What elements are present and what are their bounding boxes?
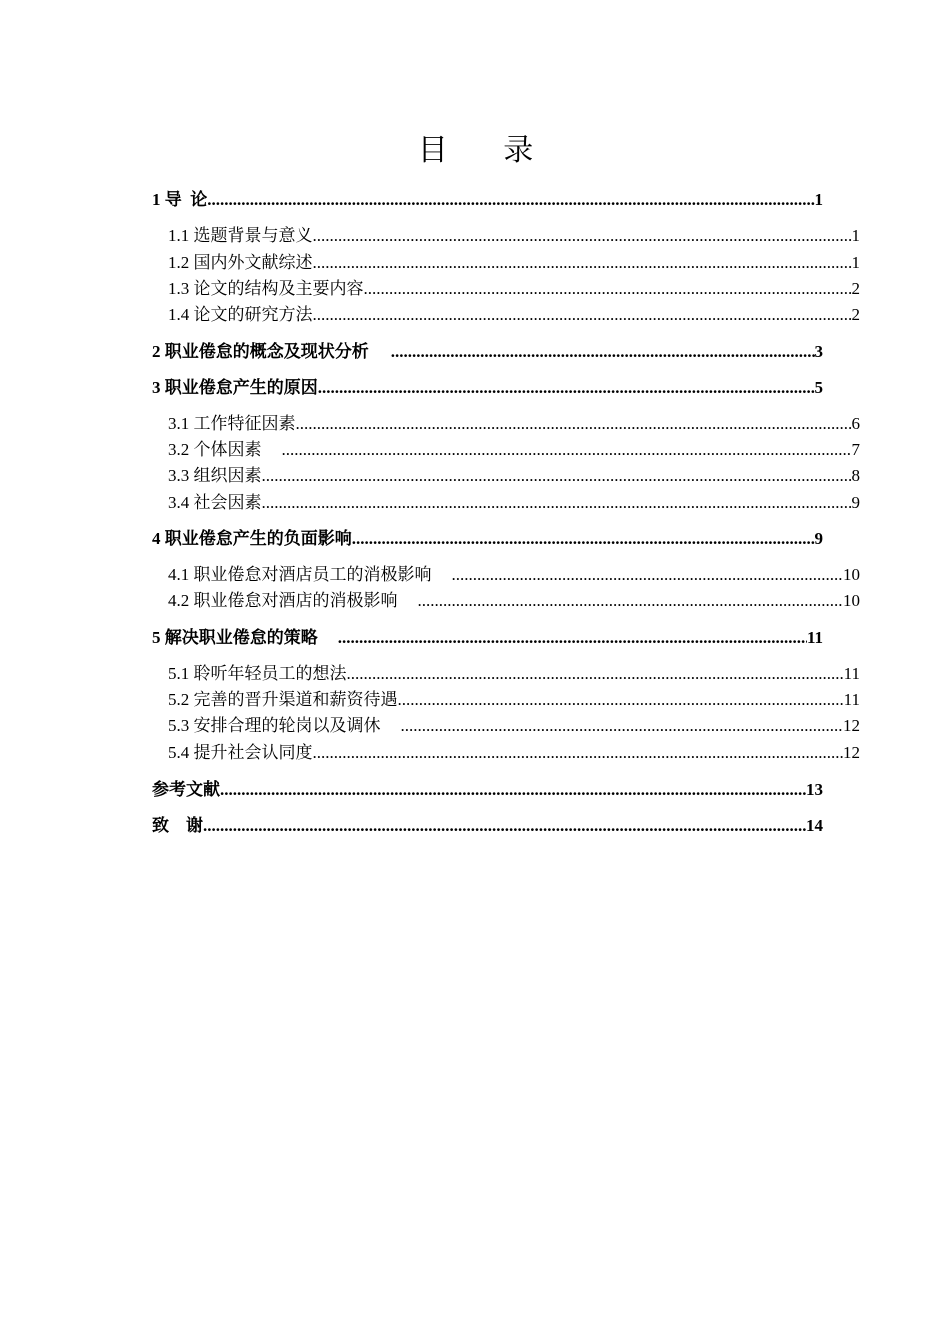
- toc-page-number: 9: [851, 493, 860, 512]
- toc-leader-dots: [207, 189, 814, 211]
- toc-leader-dots: [220, 779, 806, 801]
- toc-page-number: 8: [851, 466, 860, 485]
- toc-page-number: 7: [851, 440, 860, 459]
- toc-entry-label: 3.1 工作特征因素: [168, 414, 296, 433]
- toc-leader-dots: [282, 439, 852, 461]
- toc-leader-dots: [203, 815, 806, 837]
- toc-page-number: 14: [806, 816, 823, 835]
- toc-entry-label: 参考文献: [152, 780, 220, 799]
- toc-entry-label: 3.3 组织因素: [168, 466, 262, 485]
- toc-leader-dots: [418, 590, 844, 612]
- toc-entry-section[interactable]: [168, 663, 860, 685]
- toc-entry-label: 3.2 个体因素: [168, 440, 262, 459]
- toc-entry-chapter[interactable]: [152, 189, 823, 211]
- toc-entry-label: 1.1 选题背景与意义: [168, 226, 313, 245]
- toc-entry-label: 5.4 提升社会认同度: [168, 743, 313, 762]
- toc-leader-dots: [391, 341, 815, 363]
- toc-entry-section[interactable]: [168, 742, 860, 764]
- toc-entry-chapter[interactable]: [152, 377, 823, 399]
- toc-page-number: 10: [843, 591, 860, 610]
- toc-entry-label: 致 谢: [152, 816, 203, 835]
- toc-title: 目 录: [417, 134, 558, 167]
- toc-entry-section[interactable]: [168, 715, 860, 737]
- toc-page-number: 5: [814, 378, 823, 397]
- toc-entry-section[interactable]: [168, 465, 860, 487]
- toc-leader-dots: [364, 278, 852, 300]
- toc-leader-dots: [352, 528, 815, 550]
- toc-entry-section[interactable]: [168, 413, 860, 435]
- toc-page-number: 2: [851, 305, 860, 324]
- toc-page-number: 11: [843, 690, 860, 709]
- toc-entry-label: 1.4 论文的研究方法: [168, 305, 313, 324]
- toc-entry-label: 4.1 职业倦怠对酒店员工的消极影响: [168, 565, 432, 584]
- toc-entry-label: 4 职业倦怠产生的负面影响: [152, 529, 352, 548]
- toc-page-number: 3: [814, 342, 823, 361]
- toc-leader-dots: [262, 465, 852, 487]
- toc-page-number: 11: [843, 664, 860, 683]
- toc-entry-chapter[interactable]: [152, 341, 823, 363]
- toc-page-number: 11: [806, 628, 823, 647]
- toc-entry-section[interactable]: [168, 492, 860, 514]
- toc-leader-dots: [296, 413, 852, 435]
- toc-page-number: 13: [806, 780, 823, 799]
- toc-entry-label: 1.3 论文的结构及主要内容: [168, 279, 364, 298]
- toc-leader-dots: [262, 492, 852, 514]
- toc-entry-section[interactable]: [168, 304, 860, 326]
- toc-entry-section[interactable]: [168, 252, 860, 274]
- toc-page-number: 1: [851, 253, 860, 272]
- toc-entry-label: 3.4 社会因素: [168, 493, 262, 512]
- toc-entry-section[interactable]: [168, 225, 860, 247]
- toc-entry-label: 5.3 安排合理的轮岗以及调休: [168, 716, 381, 735]
- toc-entry-chapter[interactable]: [152, 627, 823, 649]
- toc-leader-dots: [313, 252, 852, 274]
- toc-page-number: 9: [814, 529, 823, 548]
- toc-entry-label: 1 导 论: [152, 190, 208, 209]
- toc-leader-dots: [398, 689, 844, 711]
- toc-leader-dots: [313, 742, 844, 764]
- toc-entry-section[interactable]: [168, 689, 860, 711]
- toc-page-number: 1: [814, 190, 823, 209]
- toc-page-number: 10: [843, 565, 860, 584]
- toc-entry-section[interactable]: [168, 278, 860, 300]
- toc-leader-dots: [338, 627, 807, 649]
- toc-entry-references[interactable]: [152, 779, 823, 801]
- toc-page-number: 1: [851, 226, 860, 245]
- toc-leader-dots: [347, 663, 844, 685]
- toc-entry-section[interactable]: [168, 564, 860, 586]
- toc-entry-acknowledgements[interactable]: [152, 815, 823, 837]
- toc-page-number: 6: [851, 414, 860, 433]
- toc-entry-label: 4.2 职业倦怠对酒店的消极影响: [168, 591, 398, 610]
- toc-entry-label: 5.1 聆听年轻员工的想法: [168, 664, 347, 683]
- toc-entry-section[interactable]: [168, 439, 860, 461]
- toc-entry-label: 1.2 国内外文献综述: [168, 253, 313, 272]
- toc-leader-dots: [313, 304, 852, 326]
- toc-entry-section[interactable]: [168, 590, 860, 612]
- toc-page-number: 12: [843, 743, 860, 762]
- toc-entry-label: 5.2 完善的晋升渠道和薪资待遇: [168, 690, 398, 709]
- toc-leader-dots: [313, 225, 852, 247]
- toc-page-number: 12: [843, 716, 860, 735]
- toc-leader-dots: [318, 377, 815, 399]
- toc-page-number: 2: [851, 279, 860, 298]
- toc-leader-dots: [401, 715, 844, 737]
- toc-leader-dots: [452, 564, 844, 586]
- toc-entry-chapter[interactable]: [152, 528, 823, 550]
- toc-entry-label: 3 职业倦怠产生的原因: [152, 378, 318, 397]
- toc-entry-label: 5 解决职业倦怠的策略: [152, 628, 318, 647]
- toc-entry-label: 2 职业倦怠的概念及现状分析: [152, 342, 369, 361]
